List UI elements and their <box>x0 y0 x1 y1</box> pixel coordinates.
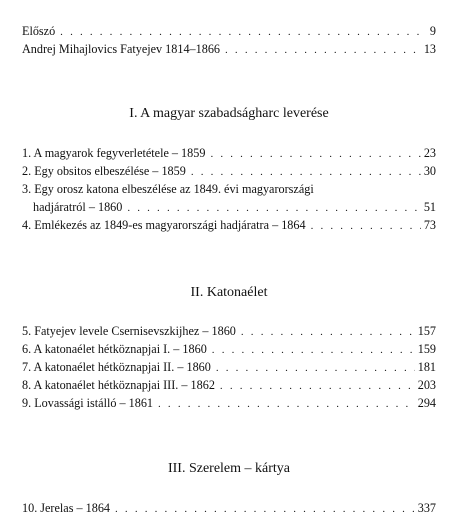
toc-entry <box>22 322 436 340</box>
toc-entry <box>22 394 436 412</box>
toc-entry-title: 7. A katonaélet hétköznapjai II. – 1860 <box>22 360 211 374</box>
toc-entry-continuation <box>22 198 436 216</box>
toc-entry-page: 23 <box>423 146 436 160</box>
section-heading-3: III. Szerelem – kártya <box>167 461 291 476</box>
toc-entry-title: 2. Egy obsitos elbeszélése – 1859 <box>22 164 186 178</box>
section-2-entries <box>22 322 436 412</box>
toc-entry-page: 203 <box>417 378 436 392</box>
toc-entry-page: 13 <box>423 42 436 56</box>
toc-entry <box>22 162 436 180</box>
dot-leader <box>127 199 420 217</box>
toc-entry-title: 6. A katonaélet hétköznapjai I. – 1860 <box>22 342 207 356</box>
section-3-entries <box>22 499 436 517</box>
toc-entry-page: 51 <box>423 200 436 214</box>
dot-leader <box>60 23 427 41</box>
toc-entry <box>22 216 436 234</box>
dot-leader <box>158 395 415 413</box>
toc-entry-page: 73 <box>423 218 436 232</box>
toc-entry-page: 337 <box>417 501 436 515</box>
toc-entry-title: Andrej Mihajlovics Fatyejev 1814–1866 <box>22 42 221 56</box>
toc-entry-page: 181 <box>417 360 436 374</box>
section-1-entries <box>22 144 436 234</box>
dot-leader <box>225 41 421 59</box>
toc-entry <box>22 340 436 358</box>
toc-entry-title: 4. Emlékezés az 1849-es magyarországi hadjáratra – 1864 <box>22 218 306 232</box>
toc-entry <box>22 376 436 394</box>
toc-entry <box>22 358 436 376</box>
dot-leader <box>210 145 420 163</box>
toc-entry <box>22 144 436 162</box>
dot-leader <box>220 377 415 395</box>
section-heading-2: II. Katonaélet <box>190 285 268 300</box>
dot-leader <box>115 500 415 518</box>
toc-entry-title: Előszó <box>22 24 56 38</box>
toc-entry-page: 294 <box>417 396 436 410</box>
toc-entry-page: 30 <box>423 164 436 178</box>
toc-entry-title: 1. A magyarok fegyverletétele – 1859 <box>22 146 206 160</box>
toc-entry-title: 8. A katonaélet hétköznapjai III. – 1862 <box>22 378 215 392</box>
toc-entry-title: 10. Jerelas – 1864 <box>22 501 111 515</box>
section-heading-1: I. A magyar szabadságharc leverése <box>129 106 329 121</box>
toc-entry-page: 9 <box>429 24 436 38</box>
toc-entry-page: 159 <box>417 342 436 356</box>
toc-entry-author-bio <box>22 40 436 58</box>
dot-leader <box>216 359 415 377</box>
toc-entry-title: 9. Lovassági istálló – 1861 <box>22 396 154 410</box>
toc-entry-title: 3. Egy orosz katona elbeszélése az 1849. évi magyarországi <box>22 182 314 196</box>
dot-leader <box>191 163 421 181</box>
dot-leader <box>311 217 421 235</box>
toc-entry-title-cont: hadjáratról – 1860 <box>33 200 123 214</box>
dot-leader <box>241 323 415 341</box>
front-matter <box>22 22 436 58</box>
toc-entry-multiline <box>22 180 436 216</box>
toc-entry <box>22 499 436 517</box>
dot-leader <box>212 341 415 359</box>
toc-entry-page: 157 <box>417 324 436 338</box>
toc-entry-title: 5. Fatyejev levele Csernisevszkijhez – 1860 <box>22 324 236 338</box>
toc-entry-preface <box>22 22 436 40</box>
